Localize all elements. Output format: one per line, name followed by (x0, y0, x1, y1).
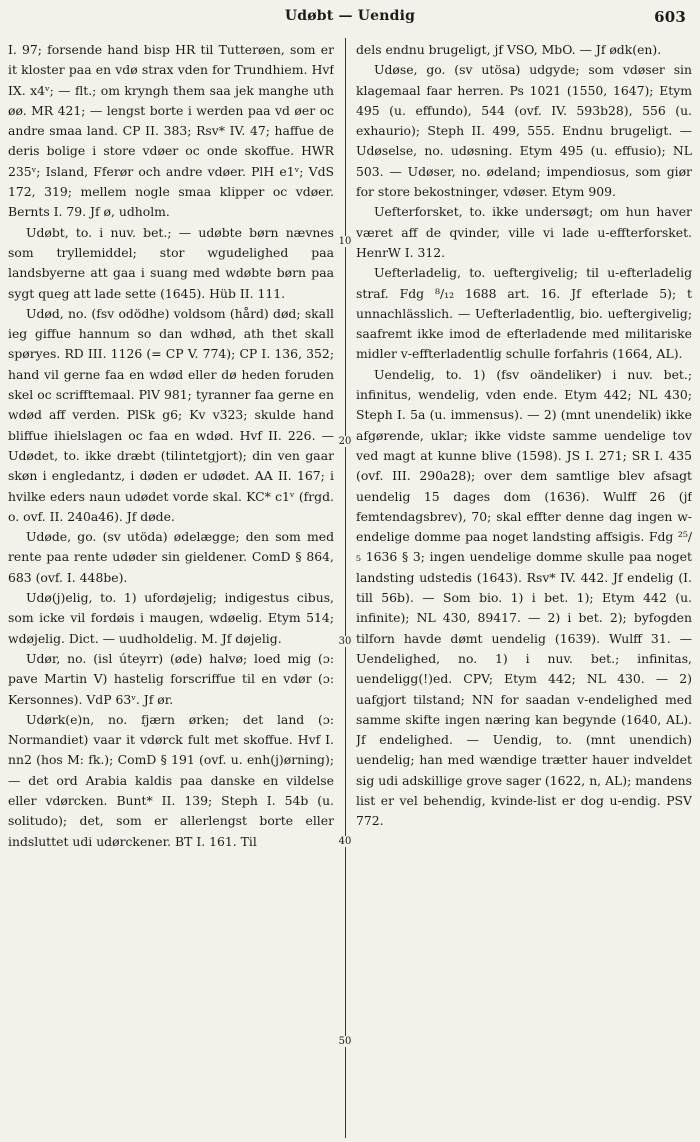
entry-paragraph: Uefterladelig, to. ueftergivelig; til u-efterladelig straf. Fdg ⁸/₁₂ 1688 art. 16. Jf efterlade 5); t unnachlässlich. — Uefterladentlig, bio. ueftergivelig; saafremt ikke imod de efterladende med militariske midler v-effterladentlig schulle forfahris (1664, AL). (356, 265, 692, 362)
line-number: 20 (336, 436, 354, 447)
entry-paragraph: Udøde, go. (sv utöda) ødelægge; den som med rente paa rente udøder sin gieldener. ComD § 864, 683 (ovf. I. 448be). (8, 529, 334, 585)
entry-paragraph: Uendelig, to. 1) (fsv oändeliker) i nuv. bet.; infinitus, wendelig, vden ende. Etym 442; NL 430; Steph I. 5a (u. immensus). — 2) (mnt unendelik) ikke afgørende, uklar; ikke vidste samme uendelige tov ved magt at kunne blive (1598). JS I. 271; SR I. 435 (ovf. III. 290a28); over dem samtlige blev afsagt uendelig 15 dages dom (1636). Wulff 26 (jf femtendagsbrev), 70; skal effter denne dag ingen w-endelige domme paa noget landsting affsigis. Fdg ²⁵/₅ 1636 § 3; ingen uendelige domme skulle paa noget landsting udstedis (1643). Rsv* IV. 442. Jf endelig (I. till 56b). — Som bio. 1) i bet. 1); Etym 442 (u. infinite); NL 430, 89417. — 2) i bet. 2); byfogden tilforn havde dømt uendelig (1639). Wulff 31. — Uendelighed, no. 1) i nuv. bet.; infinitas, uendeligg(!)ed. CPV; Etym 442; NL 430. — 2) uafgjort tilstand; NN for saadan v-endelighed med samme skifte ingen næring kan begynde (1640, AL). Jf endelighed. — Uendig, to. (mnt unendich) uendelig; han med wændige trætter hauer indveldet sig udi adskillige grove sager (1622, n, AL); mandens list er vel behendig, kvinde-list er dog u-endig. PSV 772. (356, 366, 692, 829)
line-number: 50 (336, 1036, 354, 1047)
entry-paragraph: Uefterforsket, to. ikke undersøgt; om hun haver været aff de qvinder, ville vi lade u-effterforsket. HenrW I. 312. (356, 204, 692, 260)
page-number: 603 (654, 8, 686, 26)
running-head: Udøbt — Uendig (284, 8, 416, 24)
left-column (8, 40, 334, 1140)
entry-paragraph: Udøbt, to. i nuv. bet.; — udøbte børn nævnes som tryllemiddel; stor wgudelighed paa landsbyerne att gaa i suang med wdøbte børn paa sygt queg att lade sette (1645). Hüb II. 111. (8, 224, 334, 301)
entry-paragraph: Udød, no. (fsv odödhe) voldsom (hård) død; skall ieg giffue hannum so dan wdhød, ath thet skall spøryes. RD III. 1126 (= CP V. 774); CP I. 136, 352; hand vil gerne faa en wdød eller dø heden foruden skel oc scrifftemaal. PlV 981; tyranner faa gerne en wdød aff verden. PlSk g6; Kv v323; skulde hand bliffue ihielslagen oc faa en wdød. Hvf II. 226. — Udødet, to. ikke dræbt (tilintetgjort); din ven gaar skøn i engledantz, i døden er udødet. AA II. 167; i hvilke eders naun udødet vorde skal. KC* c1ᵛ (frgd. o. ovf. II. 240a46). Jf døde. (8, 305, 334, 524)
entry-paragraph: Udør, no. (isl úteyrr) (øde) halvø; loed mig (ɔ: pave Martin V) hastelig forscriffue til en vdør (ɔ: Kersonnes). VdP 63ᵛ. Jf ør. (8, 650, 334, 707)
page-header (0, 6, 700, 30)
line-number: 10 (336, 236, 354, 247)
right-column (356, 40, 692, 1140)
entry-paragraph: Udø(j)elig, to. 1) ufordøjelig; indigestus cibus, som icke vil fordøis i maugen, wdøelig. Etym 514; wdøjelig. Dict. — uudholdelig. M. Jf døjelig. (8, 590, 334, 646)
entry-paragraph: Udøse, go. (sv utösa) udgyde; som vdøser sin klagemaal faar herren. Ps 1021 (1550, 1647); Etym 495 (u. effundo), 544 (ovf. IV. 593b28), 556 (u. exhaurio); Steph II. 499, 555. Endnu brugeligt. — Udøselse, no. udøsning. Etym 495 (u. effusio); NL 503. — Udøser, no. ødeland; impendiosus, som giør for store bekostninger, vdøser. Etym 909. (356, 62, 692, 200)
entry-paragraph: Udørk(e)n, no. fjærn ørken; det land (ɔ: Normandiet) vaar it vdørck fult met skoffue. Hvf I. nn2 (hos M: fk.); ComD § 191 (ovf. u. enh(j)ørning); — det ord Arabia kaldis paa danske en vildelse eller vdørcken. Bunt* II. 139; Steph I. 54b (u. solitudo); det, som er allerlengst borte eller indsluttet udi udørckener. BT I. 161. Til (8, 711, 334, 849)
column-divider (345, 38, 346, 1138)
line-number: 40 (336, 836, 354, 847)
entry-paragraph: I. 97; forsende hand bisp HR til Tutterøen, som er it kloster paa en vdø strax vden for Trundhiem. Hvf IX. x4ᵛ; — flt.; om kryngh them saa jek manghe uth øø. MR 421; — lengst borte i werden paa vd øer oc andre smaa land. CP II. 383; Rsv* IV. 47; haffue de deris bolige i store vdøer oc onde skoffue. HWR 235ᵛ; Island, Fferør och andre vdøer. PlH e1ᵛ; VdS 172, 319; mellem nogle smaa klipper oc vdøer. Bernts I. 79. Jf ø, udholm. (8, 42, 334, 220)
entry-paragraph: dels endnu brugeligt, jf VSO, MbO. — Jf ødk(en). (356, 42, 662, 57)
line-number: 30 (336, 636, 354, 647)
